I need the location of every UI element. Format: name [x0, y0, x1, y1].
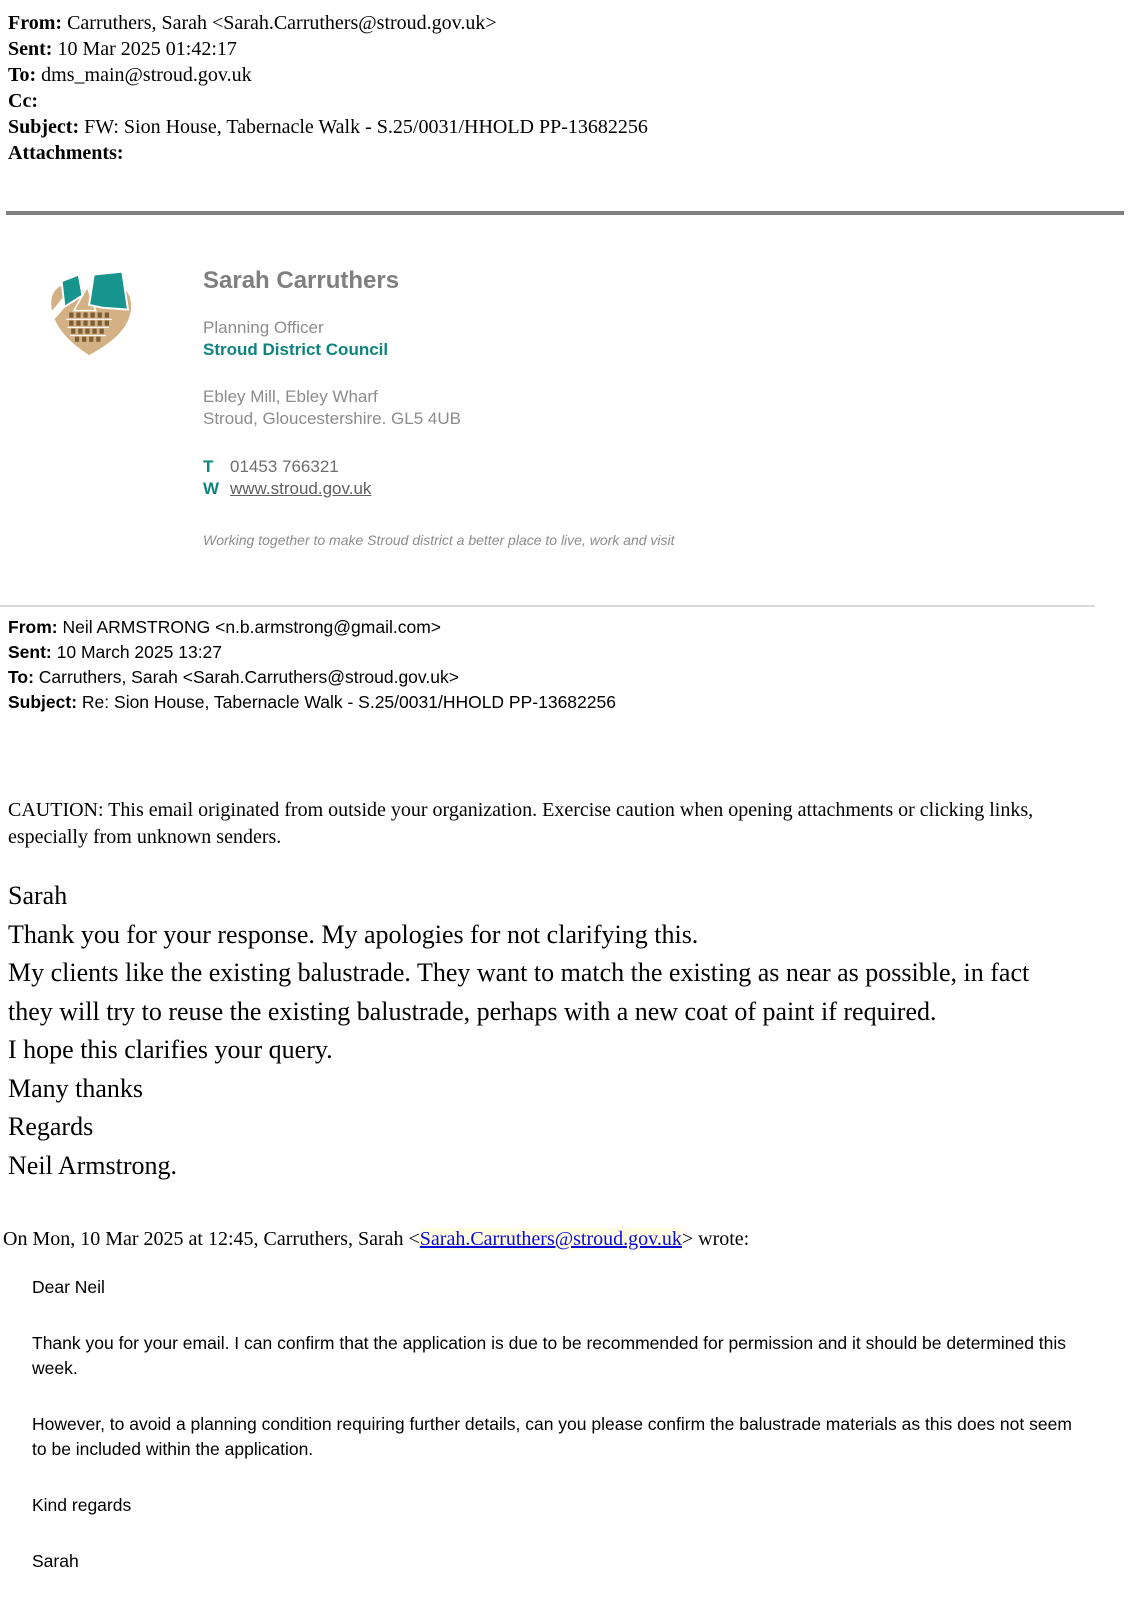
field-value: Carruthers, Sarah <Sarah.Carruthers@stroud.gov.uk> — [67, 12, 497, 34]
signature-tagline: Working together to make Stroud district a better place to live, work and visit — [203, 532, 675, 548]
body-paragraph: Neil Armstrong. — [8, 1150, 177, 1180]
signature-organisation: Stroud District Council — [203, 340, 389, 359]
header-field-from — [8, 615, 1122, 640]
field-value: Neil ARMSTRONG <n.b.armstrong@gmail.com> — [62, 617, 442, 637]
outer-email-header — [0, 0, 1130, 166]
header-field-to — [8, 665, 1122, 690]
address-line: Stroud, Gloucestershire. GL5 4UB — [203, 409, 461, 428]
field-value: 10 March 2025 13:27 — [56, 642, 223, 662]
quoted-paragraph: Thank you for your email. I can confirm that the application is due to be recommended for permission and it should be determined this week. — [32, 1333, 1067, 1378]
thin-divider — [0, 605, 1095, 607]
field-label: Subject: — [8, 116, 80, 138]
stroud-district-council-logo-icon — [42, 267, 140, 357]
email-body — [8, 877, 1080, 1185]
inner-email-header — [8, 615, 1122, 715]
field-value: 10 Mar 2025 01:42:17 — [57, 38, 237, 60]
phone-line — [203, 456, 675, 478]
header-field-to — [8, 62, 1122, 88]
body-paragraph: I hope this clarifies your query. — [8, 1035, 333, 1064]
phone-label: T — [203, 457, 214, 476]
header-field-subject — [8, 114, 1122, 140]
quoted-reply — [32, 1275, 1080, 1574]
field-label: To: — [8, 64, 37, 86]
signature-contact — [203, 456, 675, 500]
body-paragraph: Regards — [8, 1112, 94, 1141]
header-field-sent — [8, 640, 1122, 665]
quoted-paragraph: Dear Neil — [32, 1277, 105, 1297]
section-divider — [6, 211, 1124, 215]
quote-attribution — [3, 1228, 1130, 1251]
web-line — [203, 478, 675, 500]
address-line: Ebley Mill, Ebley Wharf — [203, 387, 378, 406]
body-paragraph: My clients like the existing balustrade. They want to match the existing as near as possible, in fact they will try to reuse the existing balustrade, perhaps with a new coat of paint if required. — [8, 958, 1030, 1026]
web-label: W — [203, 479, 220, 498]
body-paragraph: Many thanks — [8, 1073, 144, 1103]
caution-notice: CAUTION: This email originated from outside your organization. Exercise caution when opening attachments or clicking links, especially from unknown senders. — [8, 799, 1034, 848]
quoted-paragraph: However, to avoid a planning condition requiring further details, can you please confirm the balustrade materials as this does not seem to be included within the application. — [32, 1414, 1072, 1459]
field-label: From: — [8, 12, 63, 34]
signature-address — [203, 386, 675, 430]
signature-block — [42, 267, 1130, 548]
field-label: Attachments: — [8, 142, 124, 164]
field-value: Carruthers, Sarah <Sarah.Carruthers@stroud.gov.uk> — [38, 667, 459, 687]
body-paragraph: Sarah — [8, 881, 68, 910]
signature-name: Sarah Carruthers — [203, 267, 400, 294]
field-label: From: — [8, 617, 58, 637]
field-label: Subject: — [8, 692, 78, 712]
signature-text — [203, 267, 675, 548]
field-label: Cc: — [8, 90, 38, 112]
field-label: Sent: — [8, 642, 52, 662]
attribution-prefix: On Mon, 10 Mar 2025 at 12:45, Carruthers, Sarah < — [3, 1228, 420, 1250]
field-label: Sent: — [8, 38, 53, 60]
header-field-from — [8, 10, 1122, 36]
header-field-attachments — [8, 140, 1122, 166]
attribution-suffix: > wrote: — [681, 1228, 750, 1250]
website-link[interactable]: www.stroud.gov.uk — [230, 479, 372, 498]
header-field-sent — [8, 36, 1122, 62]
quoted-paragraph: Kind regards — [32, 1495, 132, 1515]
signature-job-title: Planning Officer — [203, 318, 324, 337]
header-field-subject — [8, 690, 1122, 715]
body-paragraph: Thank you for your response. My apologies for not clarifying this. — [8, 919, 699, 949]
field-value: Re: Sion House, Tabernacle Walk - S.25/0031/HHOLD PP-13682256 — [81, 692, 616, 712]
field-value: dms_main@stroud.gov.uk — [41, 64, 252, 86]
field-label: To: — [8, 667, 34, 687]
field-value: FW: Sion House, Tabernacle Walk - S.25/0031/HHOLD PP-13682256 — [84, 116, 648, 138]
header-field-cc — [8, 88, 1122, 114]
phone-number: 01453 766321 — [230, 457, 339, 476]
sender-email-link[interactable]: Sarah.Carruthers@stroud.gov.uk — [419, 1228, 682, 1250]
quoted-paragraph: Sarah — [32, 1551, 79, 1571]
